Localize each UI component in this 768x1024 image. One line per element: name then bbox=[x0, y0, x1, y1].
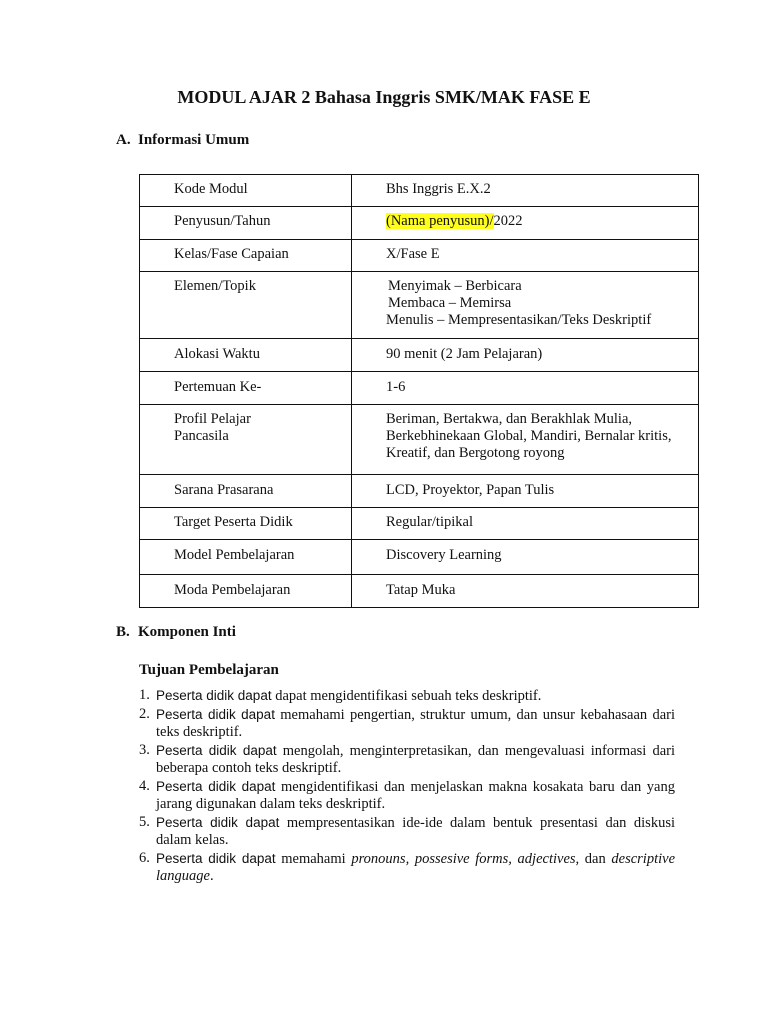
section-a-label: Informasi Umum bbox=[138, 132, 250, 148]
table-row bbox=[140, 405, 699, 475]
row-value-line: Menulis – Mempresentasikan/Teks Deskriptif bbox=[386, 312, 652, 328]
table-row bbox=[140, 339, 699, 372]
section-a-heading bbox=[116, 132, 249, 149]
list-item bbox=[139, 778, 675, 814]
item-text: mengidentifikasi dan menjelaskan makna kosakata baru dan yang jarang digunakan dalam teks deskriptif. bbox=[156, 778, 675, 812]
row-value: 1-6 bbox=[352, 372, 699, 405]
item-text: dapat mengidentifikasi sebuah teks deskriptif. bbox=[271, 688, 542, 704]
list-item bbox=[139, 850, 675, 886]
list-item bbox=[139, 742, 675, 778]
row-key: Elemen/Topik bbox=[140, 272, 352, 339]
row-key: Sarana Prasarana bbox=[140, 475, 352, 508]
row-key-line: Profil Pelajar bbox=[174, 411, 251, 427]
section-b-label: Komponen Inti bbox=[138, 624, 236, 640]
item-text: mengolah, menginterpretasikan, dan mengevaluasi informasi dari beberapa contoh teks deskriptif. bbox=[156, 742, 676, 776]
row-value: Tatap Muka bbox=[352, 575, 699, 608]
section-b-heading bbox=[116, 624, 236, 641]
row-key: Pertemuan Ke- bbox=[140, 372, 352, 405]
section-a-number: A. bbox=[116, 132, 131, 148]
table-row bbox=[140, 372, 699, 405]
table-row bbox=[140, 540, 699, 575]
row-value-line: Kreatif, dan Bergotong royong bbox=[386, 445, 565, 461]
table-row bbox=[140, 475, 699, 508]
item-text: mempresentasikan ide-ide dalam bentuk presentasi dan diskusi dalam kelas. bbox=[156, 814, 675, 848]
row-value bbox=[352, 405, 699, 475]
item-text-italic: pronouns, possesive forms, adjectives, bbox=[351, 850, 580, 867]
row-key: Target Peserta Didik bbox=[140, 508, 352, 540]
item-lead: Peserta didik dapat bbox=[156, 814, 280, 830]
item-lead: Peserta didik dapat bbox=[156, 778, 276, 794]
row-value: LCD, Proyektor, Papan Tulis bbox=[352, 475, 699, 508]
learning-objectives-list bbox=[139, 687, 675, 886]
row-value-line: Berkebhinekaan Global, Mandiri, Bernalar kritis, bbox=[386, 428, 672, 444]
row-value bbox=[352, 207, 699, 240]
learning-objectives-heading: Tujuan Pembelajaran bbox=[139, 662, 279, 678]
row-key: Model Pembelajaran bbox=[140, 540, 352, 575]
table-row bbox=[140, 272, 699, 339]
row-value: Bhs Inggris E.X.2 bbox=[352, 175, 699, 207]
row-value: Discovery Learning bbox=[352, 540, 699, 575]
item-lead: Peserta didik dapat bbox=[156, 706, 275, 722]
item-lead: Peserta didik dapat bbox=[156, 688, 272, 703]
info-table bbox=[139, 174, 699, 608]
row-key: Kelas/Fase Capaian bbox=[140, 240, 352, 272]
table-row bbox=[140, 508, 699, 540]
row-value: Regular/tipikal bbox=[352, 508, 699, 540]
table-row bbox=[140, 240, 699, 272]
item-lead: Peserta didik dapat bbox=[156, 850, 276, 866]
row-key: Moda Pembelajaran bbox=[140, 575, 352, 608]
item-text: . bbox=[209, 868, 214, 884]
section-b-number: B. bbox=[116, 624, 130, 640]
row-value-line: Membaca – Memirsa bbox=[388, 295, 512, 311]
list-item bbox=[139, 706, 675, 742]
document-title: MODUL AJAR 2 Bahasa Inggris SMK/MAK FASE E bbox=[177, 87, 591, 107]
item-number: 2. bbox=[139, 705, 150, 722]
row-value bbox=[352, 272, 699, 339]
table-row bbox=[140, 575, 699, 608]
table-row bbox=[140, 175, 699, 207]
highlighted-text: (Nama penyusun)/ bbox=[386, 213, 494, 229]
row-key bbox=[140, 405, 352, 475]
row-key: Kode Modul bbox=[140, 175, 352, 207]
item-number: 3. bbox=[139, 741, 150, 758]
row-key: Alokasi Waktu bbox=[140, 339, 352, 372]
item-text: memahami pengertian, struktur umum, dan unsur kebahasaan dari teks deskriptif. bbox=[156, 706, 675, 740]
item-number: 4. bbox=[139, 777, 150, 794]
table-row bbox=[140, 207, 699, 240]
row-value-line: Menyimak – Berbicara bbox=[388, 278, 522, 294]
item-text-italic: descriptive language bbox=[156, 850, 676, 884]
item-text: memahami bbox=[275, 850, 352, 867]
row-value-rest: 2022 bbox=[493, 213, 523, 229]
item-number: 5. bbox=[139, 813, 150, 830]
row-value-line: Beriman, Bertakwa, dan Berakhlak Mulia, bbox=[386, 411, 633, 427]
list-item bbox=[139, 687, 675, 706]
row-key: Penyusun/Tahun bbox=[140, 207, 352, 240]
row-key-line: Pancasila bbox=[174, 428, 229, 444]
row-value: X/Fase E bbox=[352, 240, 699, 272]
item-number: 1. bbox=[139, 687, 150, 703]
list-item bbox=[139, 814, 675, 850]
item-lead: Peserta didik dapat bbox=[156, 742, 277, 758]
row-value: 90 menit (2 Jam Pelajaran) bbox=[352, 339, 699, 372]
item-text: dan bbox=[579, 850, 612, 867]
item-number: 6. bbox=[139, 849, 150, 866]
